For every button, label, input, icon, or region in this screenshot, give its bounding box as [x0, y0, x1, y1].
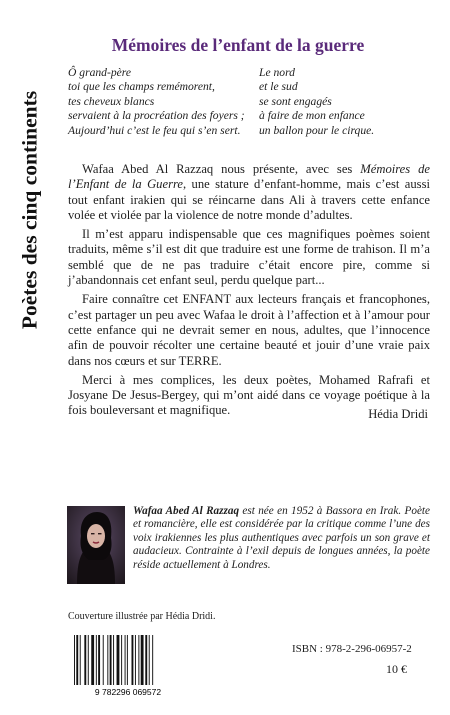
poem-right-line: à faire de mon enfance — [259, 109, 365, 123]
barcode-bar — [145, 635, 147, 685]
barcode-bar — [125, 635, 126, 685]
paragraph-1-end: , une stature d’enfant-homme, mais c’est aussi tout enfant irakien qui se réincarne dans Ali à travers cette enfance volée et violée par la violence de notre monde d’adultes. — [68, 177, 430, 222]
book-title: Mémoires de l’enfant de la guerre — [111, 35, 365, 55]
poem-right-line: et le sud — [259, 80, 298, 94]
barcode-bar — [91, 635, 94, 685]
poem-left-line: servaient à la procréation des foyers ; — [68, 109, 245, 123]
author-bio — [133, 505, 430, 572]
barcode-bar — [110, 635, 112, 685]
paragraph-4: Merci à mes complices, les deux poètes, Mohamed Rafrafi et Josyane De Jesus-Bergey, qui m’ont aidé dans ce voyage poétique à la fois bouleversant et magnifique. — [68, 372, 430, 418]
barcode-bar — [149, 635, 150, 685]
barcode-bar — [74, 635, 75, 685]
barcode-bar — [88, 635, 89, 685]
cited-book-title: Mémoires de l’Enfant de la Guerre — [68, 162, 431, 192]
poem-left-line: Ô grand-père — [68, 66, 132, 79]
author-bio-text: est née en 1952 à Bassora en Irak. Poète et romancière, elle est considérée par la critique comme l’une des voix irakiennes les plus authentiques avec parfois un son grave et audacieux. Contrainte à l’exil depuis de longues années, la poète réside actuellement à Londres. — [133, 505, 430, 571]
barcode-bar — [121, 635, 122, 685]
paragraph-3: Faire connaître cet ENFANT aux lecteurs français et francophones, c’est partager un peu avec Wafaa le droit à l’affection et à l’amour pour cette enfance qui ne devrait semer en nous, adultes, que l’innocence afin de pouvoir récolter une certaine beauté et jouir d’une vraie paix dans nos cœurs et sur TERRE. — [68, 292, 430, 368]
author-portrait-image — [67, 506, 125, 584]
barcode-bar — [103, 635, 104, 685]
poem-left-column — [68, 66, 253, 138]
paragraph-1-start: Wafaa Abed Al Razzaq nous présente, avec ses — [82, 162, 361, 176]
poem-left-line: toi que les champs remémorent, — [68, 80, 215, 94]
poem-left-line: Aujourd’hui c’est le feu qui s’en sert. — [68, 123, 241, 137]
barcode-bar — [80, 635, 81, 685]
paragraph-1 — [68, 162, 430, 223]
poem-right-column — [259, 66, 429, 138]
signature: Hédia Dridi — [368, 407, 428, 421]
isbn: ISBN : 978-2-296-06957-2 — [292, 643, 412, 655]
barcode-bar — [117, 635, 120, 685]
poem-left-line: tes cheveux blancs — [68, 94, 155, 108]
barcode-bar — [84, 635, 86, 685]
barcode-bar — [141, 635, 144, 685]
barcode-bar — [127, 635, 128, 685]
author-name: Wafaa Abed Al Razzaq — [133, 505, 240, 517]
barcode-bar — [96, 635, 97, 685]
poem-right-line: Le nord — [259, 66, 295, 79]
barcode-bar — [113, 635, 114, 685]
author-photo — [67, 506, 125, 584]
barcode — [68, 633, 188, 697]
barcode-bar — [76, 635, 78, 685]
barcode-bar — [98, 635, 100, 685]
series-title: Poètes des cinq continents — [17, 90, 42, 330]
barcode-number: 9 782296 069572 — [94, 687, 162, 697]
barcode-bar — [107, 635, 108, 685]
barcode-bar — [152, 635, 153, 685]
barcode-bar — [132, 635, 134, 685]
poem-right-line: se sont engagés — [259, 94, 332, 108]
barcode-bar — [138, 635, 139, 685]
paragraph-2: Il m’est apparu indispensable que ces magnifiques poèmes soient traduits, même s’il est dit que traduire est une forme de trahison. Il m’a semblé que de ne pas traduire c’était encore pire, comme si j’abandonnais cet enfant seul, perdu quelque part... — [68, 227, 430, 288]
poem-right-line: un ballon pour le cirque. — [259, 123, 375, 137]
barcode-bar — [135, 635, 136, 685]
cover-credit: Couverture illustrée par Hédia Dridi. — [68, 611, 216, 622]
spine-series-title — [12, 60, 48, 360]
price: 10 € — [386, 662, 407, 676]
back-cover-text — [68, 162, 430, 423]
